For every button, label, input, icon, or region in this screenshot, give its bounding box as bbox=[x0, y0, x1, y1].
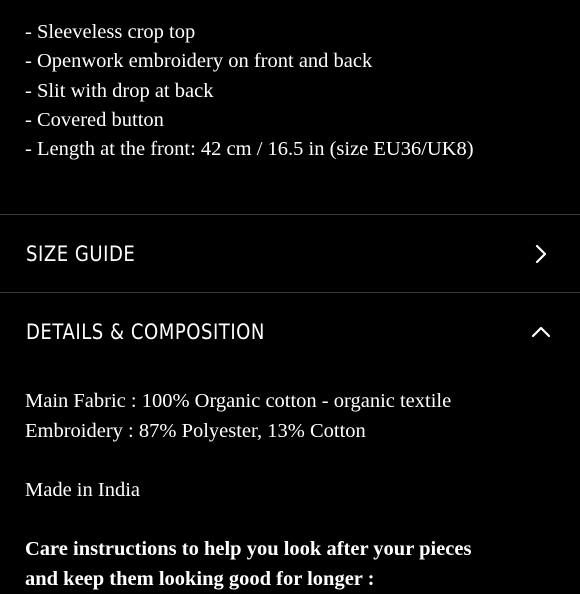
composition-line: Main Fabric : 100% Organic cotton - organic textile bbox=[25, 387, 570, 417]
care-heading-line: and keep them looking good for longer : bbox=[25, 565, 570, 594]
care-heading-line: Care instructions to help you look after your pieces bbox=[25, 535, 570, 565]
feature-item: - Sleeveless crop top bbox=[25, 18, 570, 47]
feature-list bbox=[25, 18, 570, 164]
feature-item: - Openwork embroidery on front and back bbox=[25, 47, 570, 76]
feature-item: - Length at the front: 42 cm / 16.5 in (size EU36/UK8) bbox=[25, 135, 570, 164]
details-composition-toggle[interactable] bbox=[0, 293, 580, 371]
feature-item: - Slit with drop at back bbox=[25, 77, 570, 106]
chevron-up-icon bbox=[530, 321, 552, 343]
details-composition-title: DETAILS & COMPOSITION bbox=[26, 320, 265, 344]
chevron-right-icon bbox=[530, 243, 552, 265]
composition-line: Embroidery : 87% Polyester, 13% Cotton bbox=[25, 417, 570, 447]
origin-text: Made in India bbox=[25, 476, 570, 506]
size-guide-toggle[interactable] bbox=[0, 215, 580, 293]
care-instructions-heading bbox=[25, 535, 570, 594]
feature-item: - Covered button bbox=[25, 106, 570, 135]
size-guide-title: SIZE GUIDE bbox=[26, 242, 135, 266]
composition-text bbox=[25, 387, 570, 446]
